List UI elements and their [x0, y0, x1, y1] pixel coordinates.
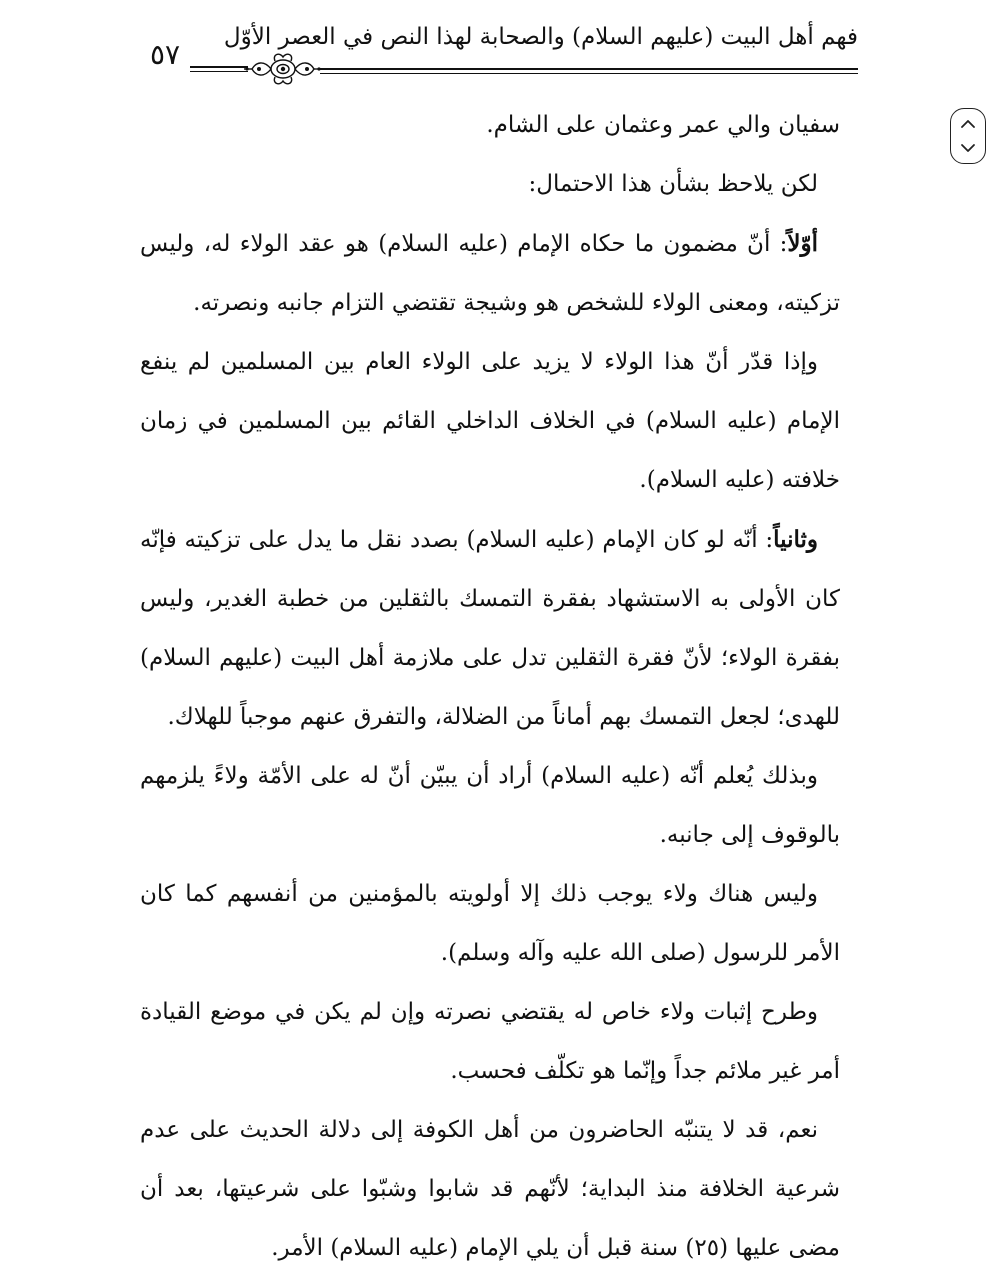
paragraph-lead: وثانياً: [773, 526, 818, 553]
paragraph-text: لكن يلاحظ بشأن هذا الاحتمال:: [528, 171, 818, 197]
paragraph: [140, 333, 840, 510]
scroll-down-button[interactable]: [956, 138, 980, 158]
page-number: ٥٧: [150, 38, 181, 71]
paragraph-lead: أوّلاً: [787, 230, 818, 257]
paragraph-text: : أنّ مضمون ما حكاه الإمام (عليه السلام) هو عقد الولاء له، وليس تزكيته، ومعنى الولاء للشخص هو وشيجة تقتضي التزام جانبه ونصرته.: [140, 231, 840, 316]
header-rule-left-thick: [190, 66, 248, 68]
paragraph: [140, 747, 840, 865]
header-rule-thin: [320, 73, 858, 74]
header-rule-left-thin: [190, 71, 248, 72]
paragraph-text: نعم، قد لا يتنبّه الحاضرون من أهل الكوفة إلى دلالة الحديث على عدم شرعية الخلافة منذ البداية؛ لأنّهم قد شابوا وشبّوا على شرعيتها، بعد أن مضى عليها (٢٥) سنة قبل أن يلي الإمام (عليه السلام) الأمر.: [140, 1117, 840, 1261]
paragraph: [140, 510, 840, 747]
paragraph: [140, 983, 840, 1101]
paragraph-text: وإذا قدّر أنّ هذا الولاء لا يزيد على الولاء العام بين المسلمين لم ينفع الإمام (عليه السلام) في الخلاف الداخلي القائم بين المسلمين في زمان خلافته (عليه السلام).: [140, 349, 840, 493]
paragraph-text: وطرح إثبات ولاء خاص له يقتضي نصرته وإن لم يكن في موضع القيادة أمر غير ملائم جداً وإنّما هو تكلّف فحسب.: [140, 999, 840, 1084]
paragraph-text: : أنّه لو كان الإمام (عليه السلام) بصدد نقل ما يدل على تزكيته فإنّه كان الأولى به الاستشهاد بفقرة التمسك بالثقلين من خطبة الغدير، وليس بفقرة الولاء؛ لأنّ فقرة الثقلين تدل على ملازمة أهل البيت (عليهم السلام) للهدى؛ لجعل التمسك بهم أماناً من الضلالة، والتفرق عنهم موجباً للهلاك.: [140, 527, 840, 730]
paragraph: [140, 214, 840, 333]
page-header: [150, 18, 858, 80]
paragraph: [140, 96, 840, 155]
paragraph-text: سفيان والي عمر وعثمان على الشام.: [486, 112, 840, 138]
paragraph-text: وليس هناك ولاء يوجب ذلك إلا أولويته بالمؤمنين من أنفسهم كما كان الأمر للرسول (صلى الله عليه وآله وسلم).: [140, 881, 840, 966]
page-scroll-control: [950, 108, 986, 164]
scroll-up-button[interactable]: [956, 114, 980, 134]
running-title: فهم أهل البيت (عليهم السلام) والصحابة لهذا النص في العصر الأوّل: [223, 24, 858, 50]
page-body: [140, 96, 840, 1278]
paragraph-text: وبذلك يُعلم أنّه (عليه السلام) أراد أن يبيّن أنّ له على الأمّة ولاءً يلزمهم بالوقوف إلى جانبه.: [140, 763, 840, 848]
header-rule-thick: [320, 68, 858, 70]
paragraph: [140, 1101, 840, 1278]
chevron-down-icon: [960, 143, 976, 153]
floral-ornament-icon: [242, 48, 324, 90]
paragraph: [140, 865, 840, 983]
paragraph: [140, 155, 840, 214]
chevron-up-icon: [960, 119, 976, 129]
